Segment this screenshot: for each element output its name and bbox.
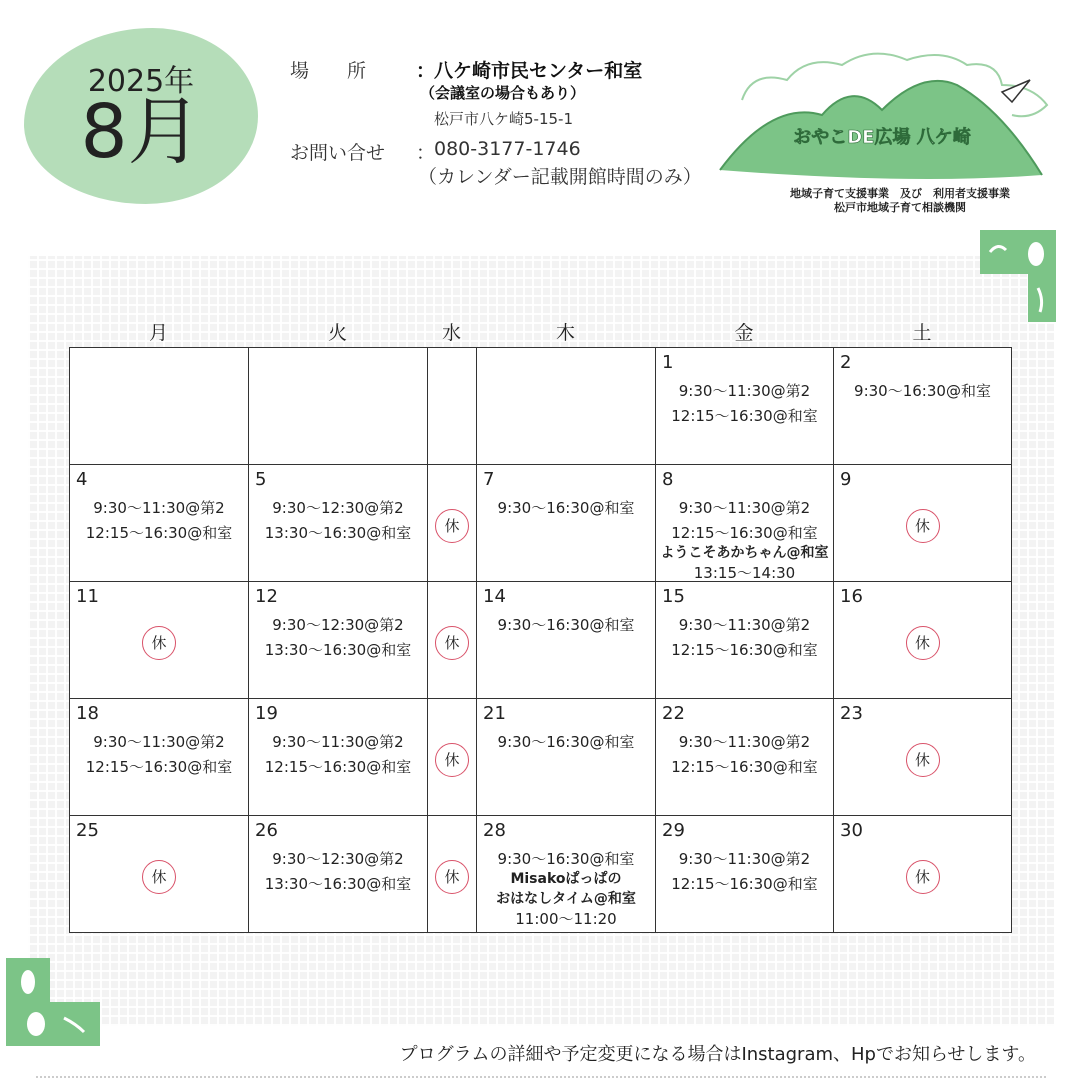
logo-subtitle-2: 松戸市地域子育て相談機関: [834, 201, 966, 214]
calendar-day-cell: [428, 582, 477, 699]
calendar-week: [70, 816, 1012, 933]
event-line: 12:15〜16:30@和室: [671, 875, 818, 893]
event-line: 9:30〜16:30@和室: [497, 850, 635, 868]
event-line: 12:15〜16:30@和室: [85, 524, 233, 542]
calendar-day-cell: [70, 816, 249, 933]
day-number: 21: [483, 703, 506, 724]
calendar-day-cell: [428, 816, 477, 933]
leaf-decoration-icon: [6, 958, 102, 1048]
event-line: 12:15〜16:30@和室: [671, 407, 818, 425]
day-number: 12: [255, 586, 278, 607]
day-number: 16: [840, 586, 863, 607]
calendar-day-cell: [70, 582, 249, 699]
event-line: 9:30〜11:30@第2: [93, 733, 225, 751]
contact-phone: 080-3177-1746: [434, 138, 581, 160]
event-line: 13:30〜16:30@和室: [264, 524, 412, 542]
logo-title: おやこDE広場 八ケ崎: [793, 127, 971, 148]
event-line: Misakoぱっぱの: [510, 871, 622, 887]
dotted-divider: [36, 1076, 1046, 1078]
closed-badge: 休: [906, 626, 940, 660]
calendar-day-cell: [249, 348, 428, 465]
contact-label: お問い合せ: [290, 142, 386, 164]
event-line: 11:00〜11:20: [515, 910, 617, 928]
event-line: 13:30〜16:30@和室: [264, 875, 412, 893]
place-address: 松戸市八ケ崎5-15-1: [434, 110, 573, 128]
calendar-day-cell: [656, 465, 834, 582]
calendar-day-cell: [477, 699, 656, 816]
calendar-day-cell: [477, 348, 656, 465]
calendar-day-cell: [70, 699, 249, 816]
contact-note: （カレンダー記載開館時間のみ）: [418, 166, 702, 188]
calendar-grid: [69, 347, 1012, 933]
calendar-day-cell: [249, 699, 428, 816]
calendar-week: [70, 582, 1012, 699]
event-line: 9:30〜11:30@第2: [678, 499, 811, 517]
event-line: 9:30〜11:30@第2: [93, 499, 225, 517]
day-number: 18: [76, 703, 99, 724]
closed-badge: 休: [906, 509, 940, 543]
footer-note: プログラムの詳細や予定変更になる場合はInstagram、Hpでお知らせします。: [399, 1044, 1036, 1065]
event-line: 12:15〜16:30@和室: [671, 641, 818, 659]
day-number: 11: [76, 586, 99, 607]
contact-sep: ：: [416, 142, 436, 164]
calendar-day-cell: [249, 582, 428, 699]
calendar-day-cell: [249, 816, 428, 933]
event-line: 9:30〜16:30@和室: [497, 499, 635, 517]
day-number: 8: [662, 469, 674, 490]
day-number: 14: [483, 586, 506, 607]
closed-badge: 休: [435, 509, 469, 543]
day-number: 29: [662, 820, 685, 841]
calendar-day-cell: [656, 348, 834, 465]
paper-plane-icon: [1002, 80, 1030, 102]
event-line: 9:30〜12:30@第2: [272, 499, 404, 517]
event-line: 9:30〜11:30@第2: [678, 850, 811, 868]
event-line: 9:30〜11:30@第2: [678, 382, 811, 400]
closed-badge: 休: [435, 860, 469, 894]
day-number: 25: [76, 820, 99, 841]
day-number: 1: [662, 352, 674, 373]
day-number: 4: [76, 469, 88, 490]
calendar-day-cell: [834, 465, 1012, 582]
event-line: 9:30〜12:30@第2: [272, 616, 404, 634]
event-line: 9:30〜16:30@和室: [497, 733, 635, 751]
calendar-week: [70, 699, 1012, 816]
event-line: 13:15〜14:30: [693, 564, 796, 582]
month-label: 8月: [80, 89, 202, 175]
day-number: 2: [840, 352, 852, 373]
event-line: 12:15〜16:30@和室: [85, 758, 233, 776]
place-sep: ：: [416, 60, 436, 82]
event-line: 9:30〜11:30@第2: [678, 616, 811, 634]
weekday-mon: 月: [148, 322, 168, 344]
calendar-week: [70, 348, 1012, 465]
calendar-day-cell: [477, 465, 656, 582]
closed-badge: 休: [142, 626, 176, 660]
event-line: 9:30〜16:30@和室: [497, 616, 635, 634]
event-line: 12:15〜16:30@和室: [671, 758, 818, 776]
day-number: 19: [255, 703, 278, 724]
calendar-day-cell: [477, 816, 656, 933]
calendar-week: [70, 465, 1012, 582]
place-note: （会議室の場合もあり）: [420, 84, 586, 102]
calendar-day-cell: [70, 465, 249, 582]
day-number: 23: [840, 703, 863, 724]
calendar-day-cell: [249, 465, 428, 582]
event-line: おはなしタイム@和室: [496, 891, 636, 907]
place-name: 八ケ崎市民センター和室: [434, 60, 643, 82]
event-line: 13:30〜16:30@和室: [264, 641, 412, 659]
event-line: 9:30〜16:30@和室: [854, 382, 991, 400]
event-line: ようこそあかちゃん@和室: [660, 545, 829, 561]
day-number: 15: [662, 586, 685, 607]
weekday-fri: 金: [734, 322, 754, 344]
day-number: 9: [840, 469, 852, 490]
calendar-day-cell: [656, 582, 834, 699]
event-line: 12:15〜16:30@和室: [264, 758, 412, 776]
calendar-day-cell: [834, 816, 1012, 933]
calendar-day-cell: [656, 816, 834, 933]
closed-badge: 休: [142, 860, 176, 894]
day-number: 7: [483, 469, 495, 490]
closed-badge: 休: [435, 743, 469, 777]
closed-badge: 休: [906, 743, 940, 777]
day-number: 28: [483, 820, 506, 841]
month-badge: [24, 28, 258, 204]
weekday-sat: 土: [912, 322, 932, 344]
place-label: 場 所: [290, 60, 367, 82]
day-number: 30: [840, 820, 863, 841]
calendar-day-cell: [656, 699, 834, 816]
calendar-day-cell: [428, 465, 477, 582]
calendar-day-cell: [834, 699, 1012, 816]
day-number: 26: [255, 820, 278, 841]
weekday-tue: 火: [327, 322, 347, 344]
event-line: 9:30〜11:30@第2: [678, 733, 811, 751]
weekday-thu: 木: [555, 322, 575, 344]
calendar-day-cell: [477, 582, 656, 699]
closed-badge: 休: [435, 626, 469, 660]
event-line: 9:30〜12:30@第2: [272, 850, 404, 868]
day-number: 22: [662, 703, 685, 724]
calendar-day-cell: [834, 348, 1012, 465]
calendar-day-cell: [834, 582, 1012, 699]
year-label: 2025年: [87, 64, 195, 99]
leaf-decoration-icon: [980, 230, 1058, 324]
calendar-day-cell: [70, 348, 249, 465]
logo-subtitle-1: 地域子育て支援事業 及び 利用者支援事業: [790, 187, 1010, 200]
weekday-wed: 水: [441, 322, 461, 344]
event-line: 12:15〜16:30@和室: [671, 524, 818, 542]
event-line: 9:30〜11:30@第2: [272, 733, 404, 751]
calendar-day-cell: [428, 348, 477, 465]
closed-badge: 休: [906, 860, 940, 894]
day-number: 5: [255, 469, 267, 490]
calendar-day-cell: [428, 699, 477, 816]
